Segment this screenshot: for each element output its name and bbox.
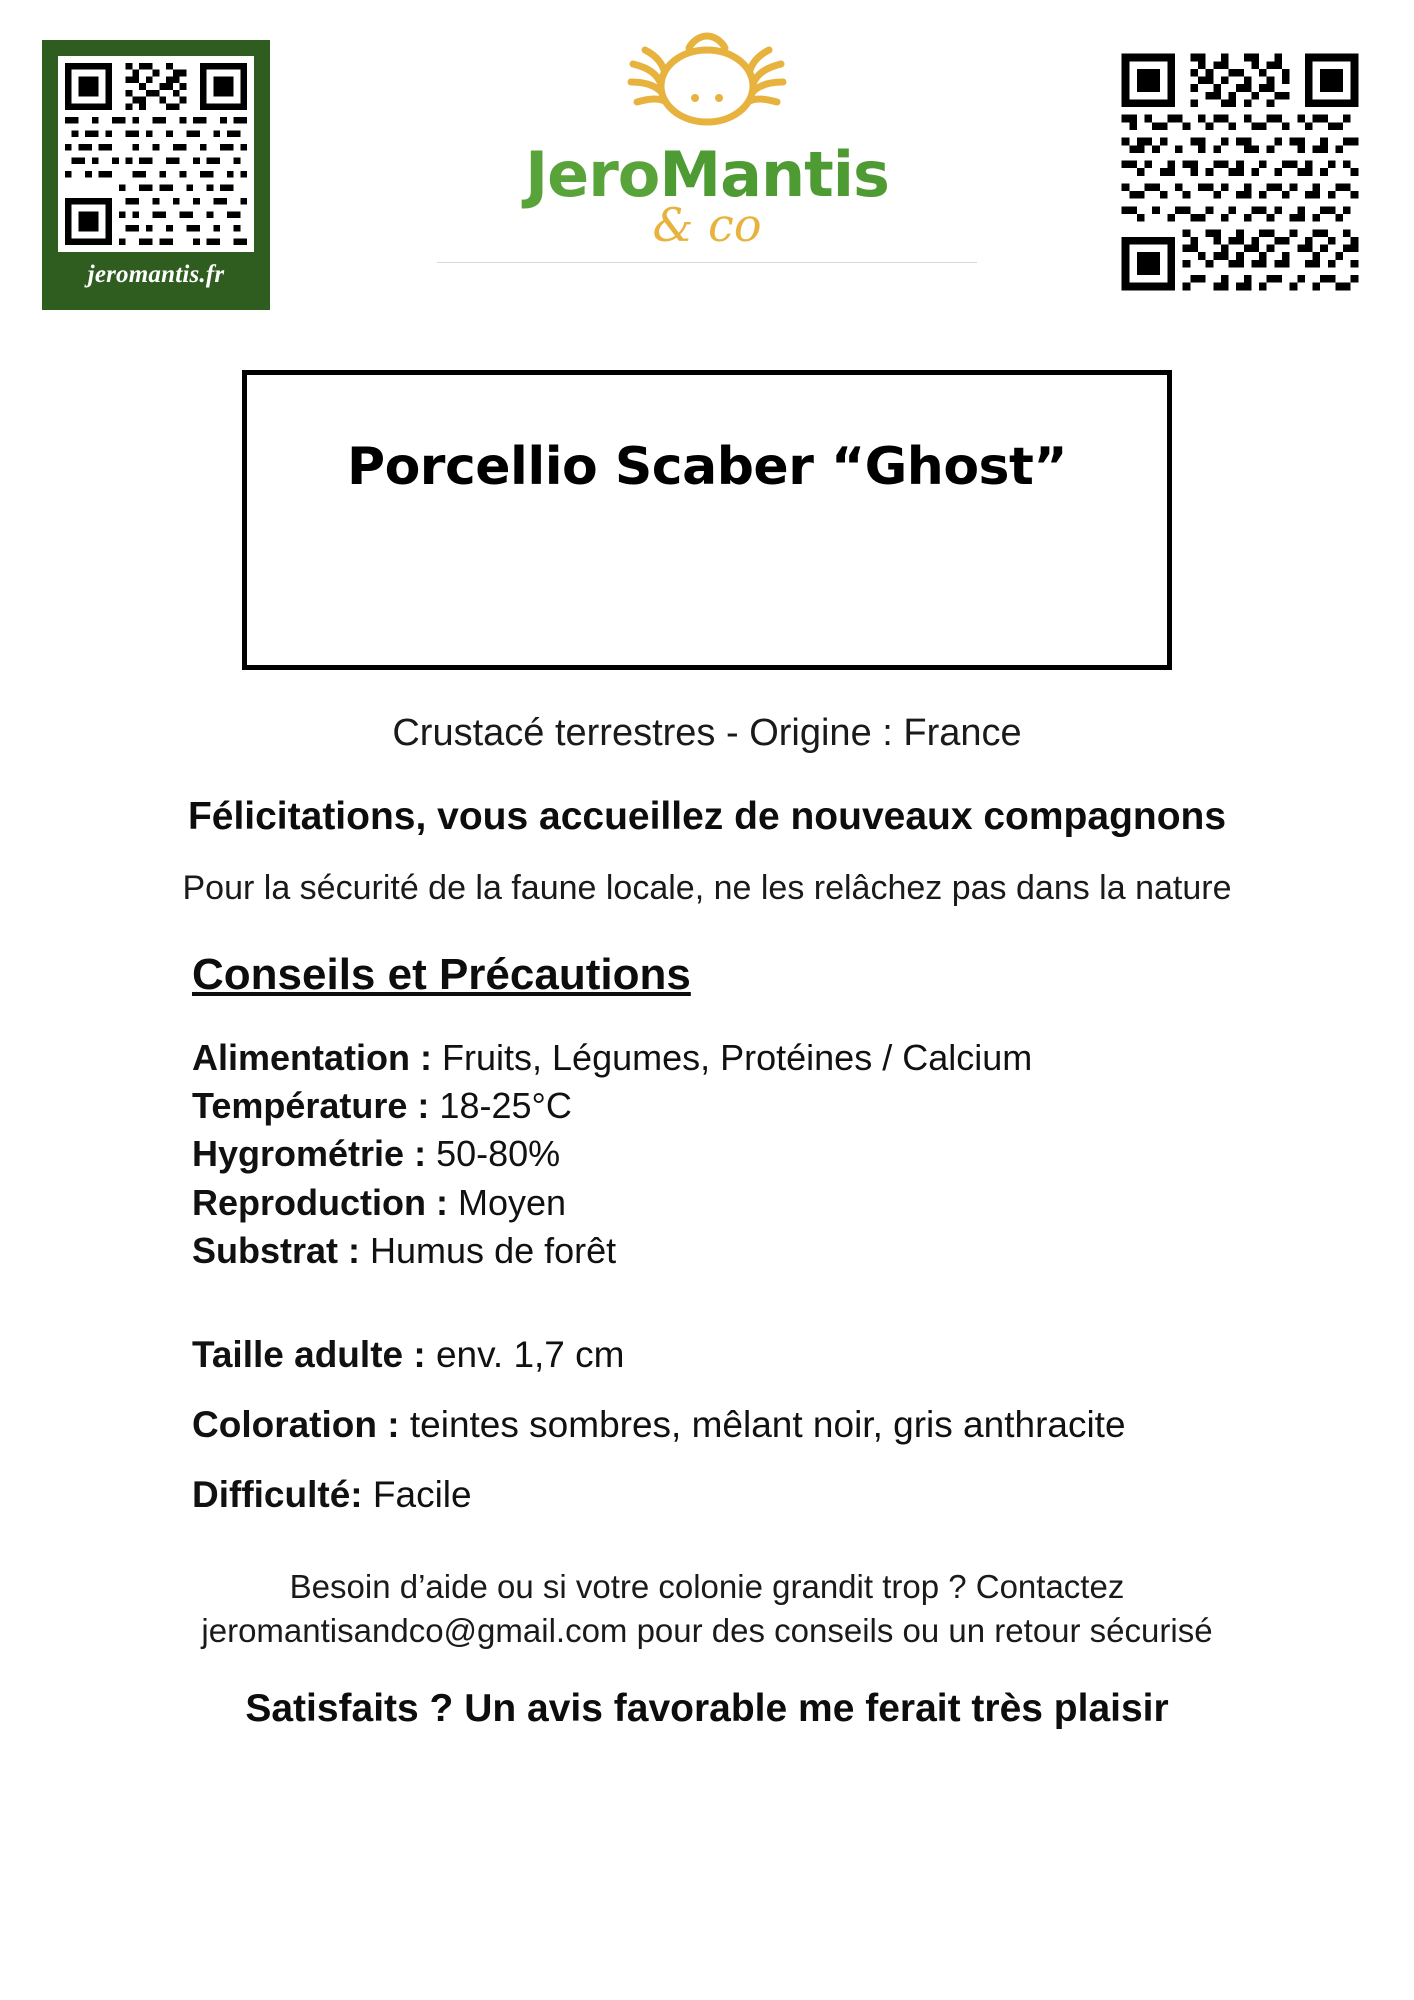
detail-value: teintes sombres, mêlant noir, gris anthracite [409, 1404, 1126, 1446]
detail-value: Facile [372, 1474, 472, 1516]
logo-word-part2: Mantis [659, 138, 889, 211]
qr-left-caption: jeromantis.fr [87, 261, 225, 288]
logo-word-part1: Jero [525, 138, 660, 211]
care-label: Alimentation : [192, 1037, 432, 1078]
logo-subtext: & co [652, 198, 762, 252]
congratulations-text: Félicitations, vous accueillez de nouveaux compagnons [187, 795, 1227, 838]
qr-code-icon [1114, 46, 1366, 298]
qr-code-icon [58, 56, 254, 252]
page-title: Porcellio Scaber “Ghost” [346, 437, 1068, 497]
review-request-text: Satisfaits ? Un avis favorable me ferait très plaisir [245, 1686, 1169, 1730]
header [0, 0, 1414, 360]
species-subtitle: Crustacé terrestres - Origine : France [392, 712, 1022, 754]
care-value: 50-80% [436, 1133, 561, 1175]
help-contact-text [0, 1565, 1414, 1652]
species-title-box [242, 370, 1172, 670]
detail-label: Coloration : [192, 1404, 400, 1446]
care-label: Substrat : [192, 1229, 361, 1271]
brand-logo [437, 30, 977, 263]
detail-label: Difficulté: [192, 1474, 363, 1516]
detail-row [192, 1331, 1252, 1379]
help-line-1: Besoin d’aide ou si votre colonie grandit trop ? Contactez [289, 1568, 1125, 1606]
detail-facts-list [192, 1331, 1252, 1519]
qr-left-panel[interactable] [42, 40, 270, 310]
qr-right-panel[interactable] [1114, 46, 1366, 298]
care-value: Fruits, Légumes, Protéines / Calcium [442, 1037, 1033, 1078]
logo-wordmark [437, 138, 977, 211]
care-row [192, 1227, 1414, 1275]
care-row [192, 1130, 1414, 1178]
care-row [192, 1034, 1414, 1082]
care-row [192, 1082, 1414, 1130]
logo-divider [437, 262, 977, 263]
care-value: Moyen [458, 1181, 567, 1223]
safety-notice: Pour la sécurité de la faune locale, ne les relâchez pas dans la nature [182, 869, 1232, 907]
detail-row [192, 1471, 1252, 1519]
section-heading-advice: Conseils et Précautions [192, 950, 691, 999]
care-label: Hygrométrie : [192, 1133, 427, 1175]
detail-label: Taille adulte : [192, 1334, 426, 1376]
care-label: Reproduction : [192, 1181, 448, 1223]
detail-row [192, 1401, 1252, 1449]
care-label: Température : [192, 1085, 430, 1127]
care-facts-list [192, 1034, 1414, 1275]
help-line-2: jeromantisandco@gmail.com pour des conseils ou un retour sécurisé [201, 1612, 1213, 1649]
care-value: 18-25°C [439, 1085, 572, 1127]
care-row [192, 1179, 1414, 1227]
care-value: Humus de forêt [370, 1229, 617, 1271]
isopod-icon [597, 30, 817, 150]
detail-value: env. 1,7 cm [435, 1334, 625, 1376]
